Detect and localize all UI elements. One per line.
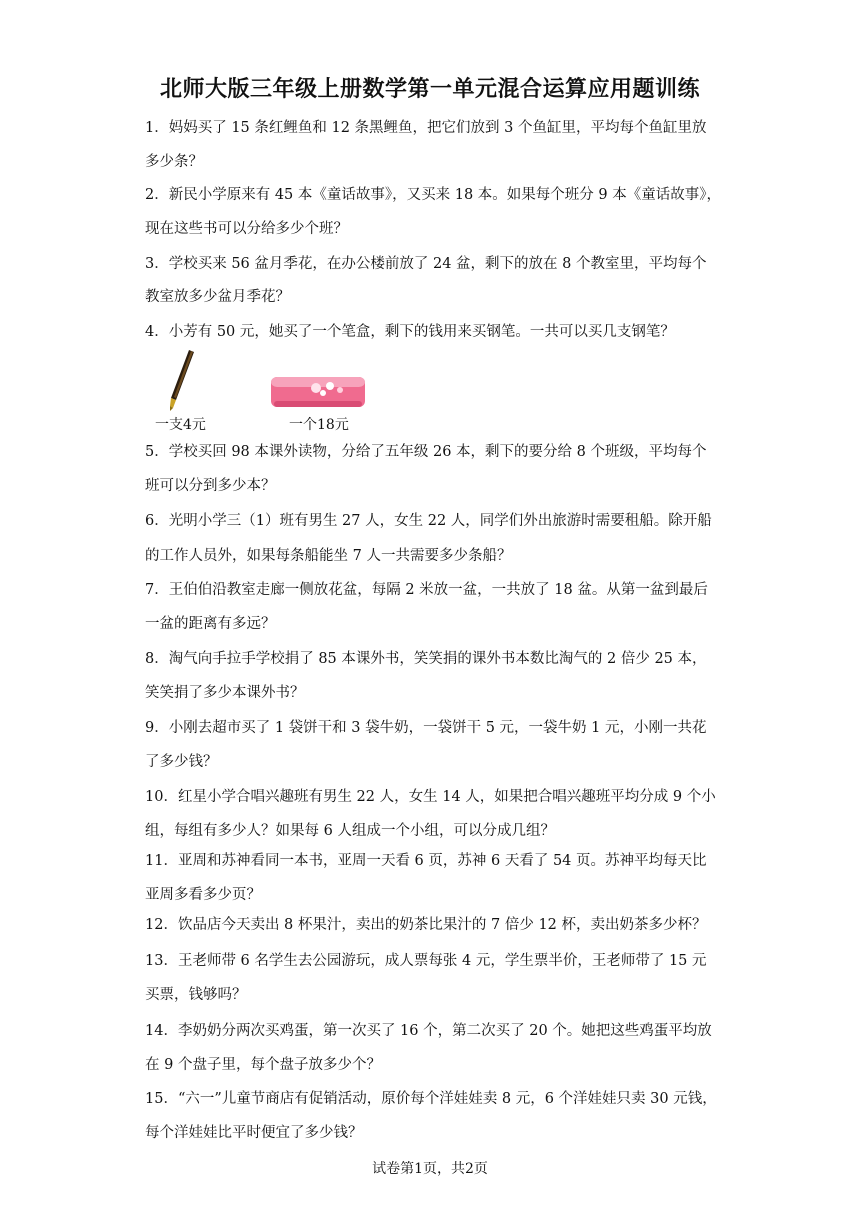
pencil-box-icon — [270, 375, 366, 411]
question-line: 10．红星小学合唱兴趣班有男生 22 人，女生 14 人，如果把合唱兴趣班平均分成 9 个小 — [145, 789, 716, 805]
question-line: 了多少钱？ — [145, 754, 218, 770]
question-line: 在 9 个盘子里，每个盘子放多少个？ — [145, 1057, 381, 1073]
question-line: 14．李奶奶分两次买鸡蛋，第一次买了 16 个，第二次买了 20 个。她把这些鸡蛋平均放 — [145, 1023, 712, 1039]
question-line: 6．光明小学三（1）班有男生 27 人，女生 22 人，同学们外出旅游时需要租船。除开船 — [145, 513, 712, 529]
question-line: 4．小芳有 50 元，她买了一个笔盒，剩下的钱用来买钢笔。一共可以买几支钢笔？ — [145, 324, 675, 340]
question-line: 1．妈妈买了 15 条红鲤鱼和 12 条黑鲤鱼，把它们放到 3 个鱼缸里，平均每个鱼缸里放 — [145, 120, 707, 136]
question-line: 的工作人员外，如果每条船能坐 7 人一共需要多少条船？ — [145, 548, 512, 564]
question-line: 7．王伯伯沿教室走廊一侧放花盆，每隔 2 米放一盆，一共放了 18 盆。从第一盆到最后 — [145, 582, 708, 598]
question-line: 2．新民小学原来有 45 本《童话故事》，又买来 18 本。如果每个班分 9 本《童话故事》， — [145, 187, 722, 203]
question-line: 8．淘气向手拉手学校捐了 85 本课外书，笑笑捐的课外书本数比淘气的 2 倍少 25 本， — [145, 651, 707, 667]
question-line: 每个洋娃娃比平时便宜了多少钱？ — [145, 1125, 363, 1141]
question-line: 买票，钱够吗？ — [145, 987, 247, 1003]
question-line: 3．学校买来 56 盆月季花，在办公楼前放了 24 盆，剩下的放在 8 个教室里，平均每个 — [145, 256, 707, 272]
question-line: 班可以分到多少本？ — [145, 478, 276, 494]
question-line: 多少条？ — [145, 154, 203, 170]
question-line: 亚周多看多少页？ — [145, 887, 261, 903]
question-line: 9．小刚去超市买了 1 袋饼干和 3 袋牛奶，一袋饼干 5 元，一袋牛奶 1 元，小刚一共花 — [145, 720, 707, 736]
box-price-label: 一个18元 — [289, 417, 349, 433]
pen-icon — [162, 348, 202, 412]
question-line: 笑笑捐了多少本课外书？ — [145, 685, 305, 701]
question-line: 组，每组有多少人？如果每 6 人组成一个小组，可以分成几组？ — [145, 823, 555, 839]
question-line: 12．饮品店今天卖出 8 杯果汁，卖出的奶茶比果汁的 7 倍少 12 杯，卖出奶茶多少杯？ — [145, 917, 707, 933]
question-line: 一盆的距离有多远？ — [145, 616, 276, 632]
page-title: 北师大版三年级上册数学第一单元混合运算应用题训练 — [159, 76, 700, 102]
question-line: 15．“六一”儿童节商店有促销活动，原价每个洋娃娃卖 8 元，6 个洋娃娃只卖 30 元钱， — [145, 1091, 717, 1107]
question-line: 现在这些书可以分给多少个班？ — [145, 221, 348, 237]
page-footer: 试卷第1页，共2页 — [372, 1161, 488, 1177]
question-line: 13．王老师带 6 名学生去公园游玩，成人票每张 4 元，学生票半价，王老师带了 15 元 — [145, 953, 707, 969]
question-line: 教室放多少盆月季花？ — [145, 289, 290, 305]
question-line: 5．学校买回 98 本课外读物，分给了五年级 26 本，剩下的要分给 8 个班级，平均每个 — [145, 444, 707, 460]
pen-price-label: 一支4元 — [155, 417, 206, 433]
question-line: 11．亚周和苏神看同一本书，亚周一天看 6 页，苏神 6 天看了 54 页。苏神平均每天比 — [145, 853, 707, 869]
